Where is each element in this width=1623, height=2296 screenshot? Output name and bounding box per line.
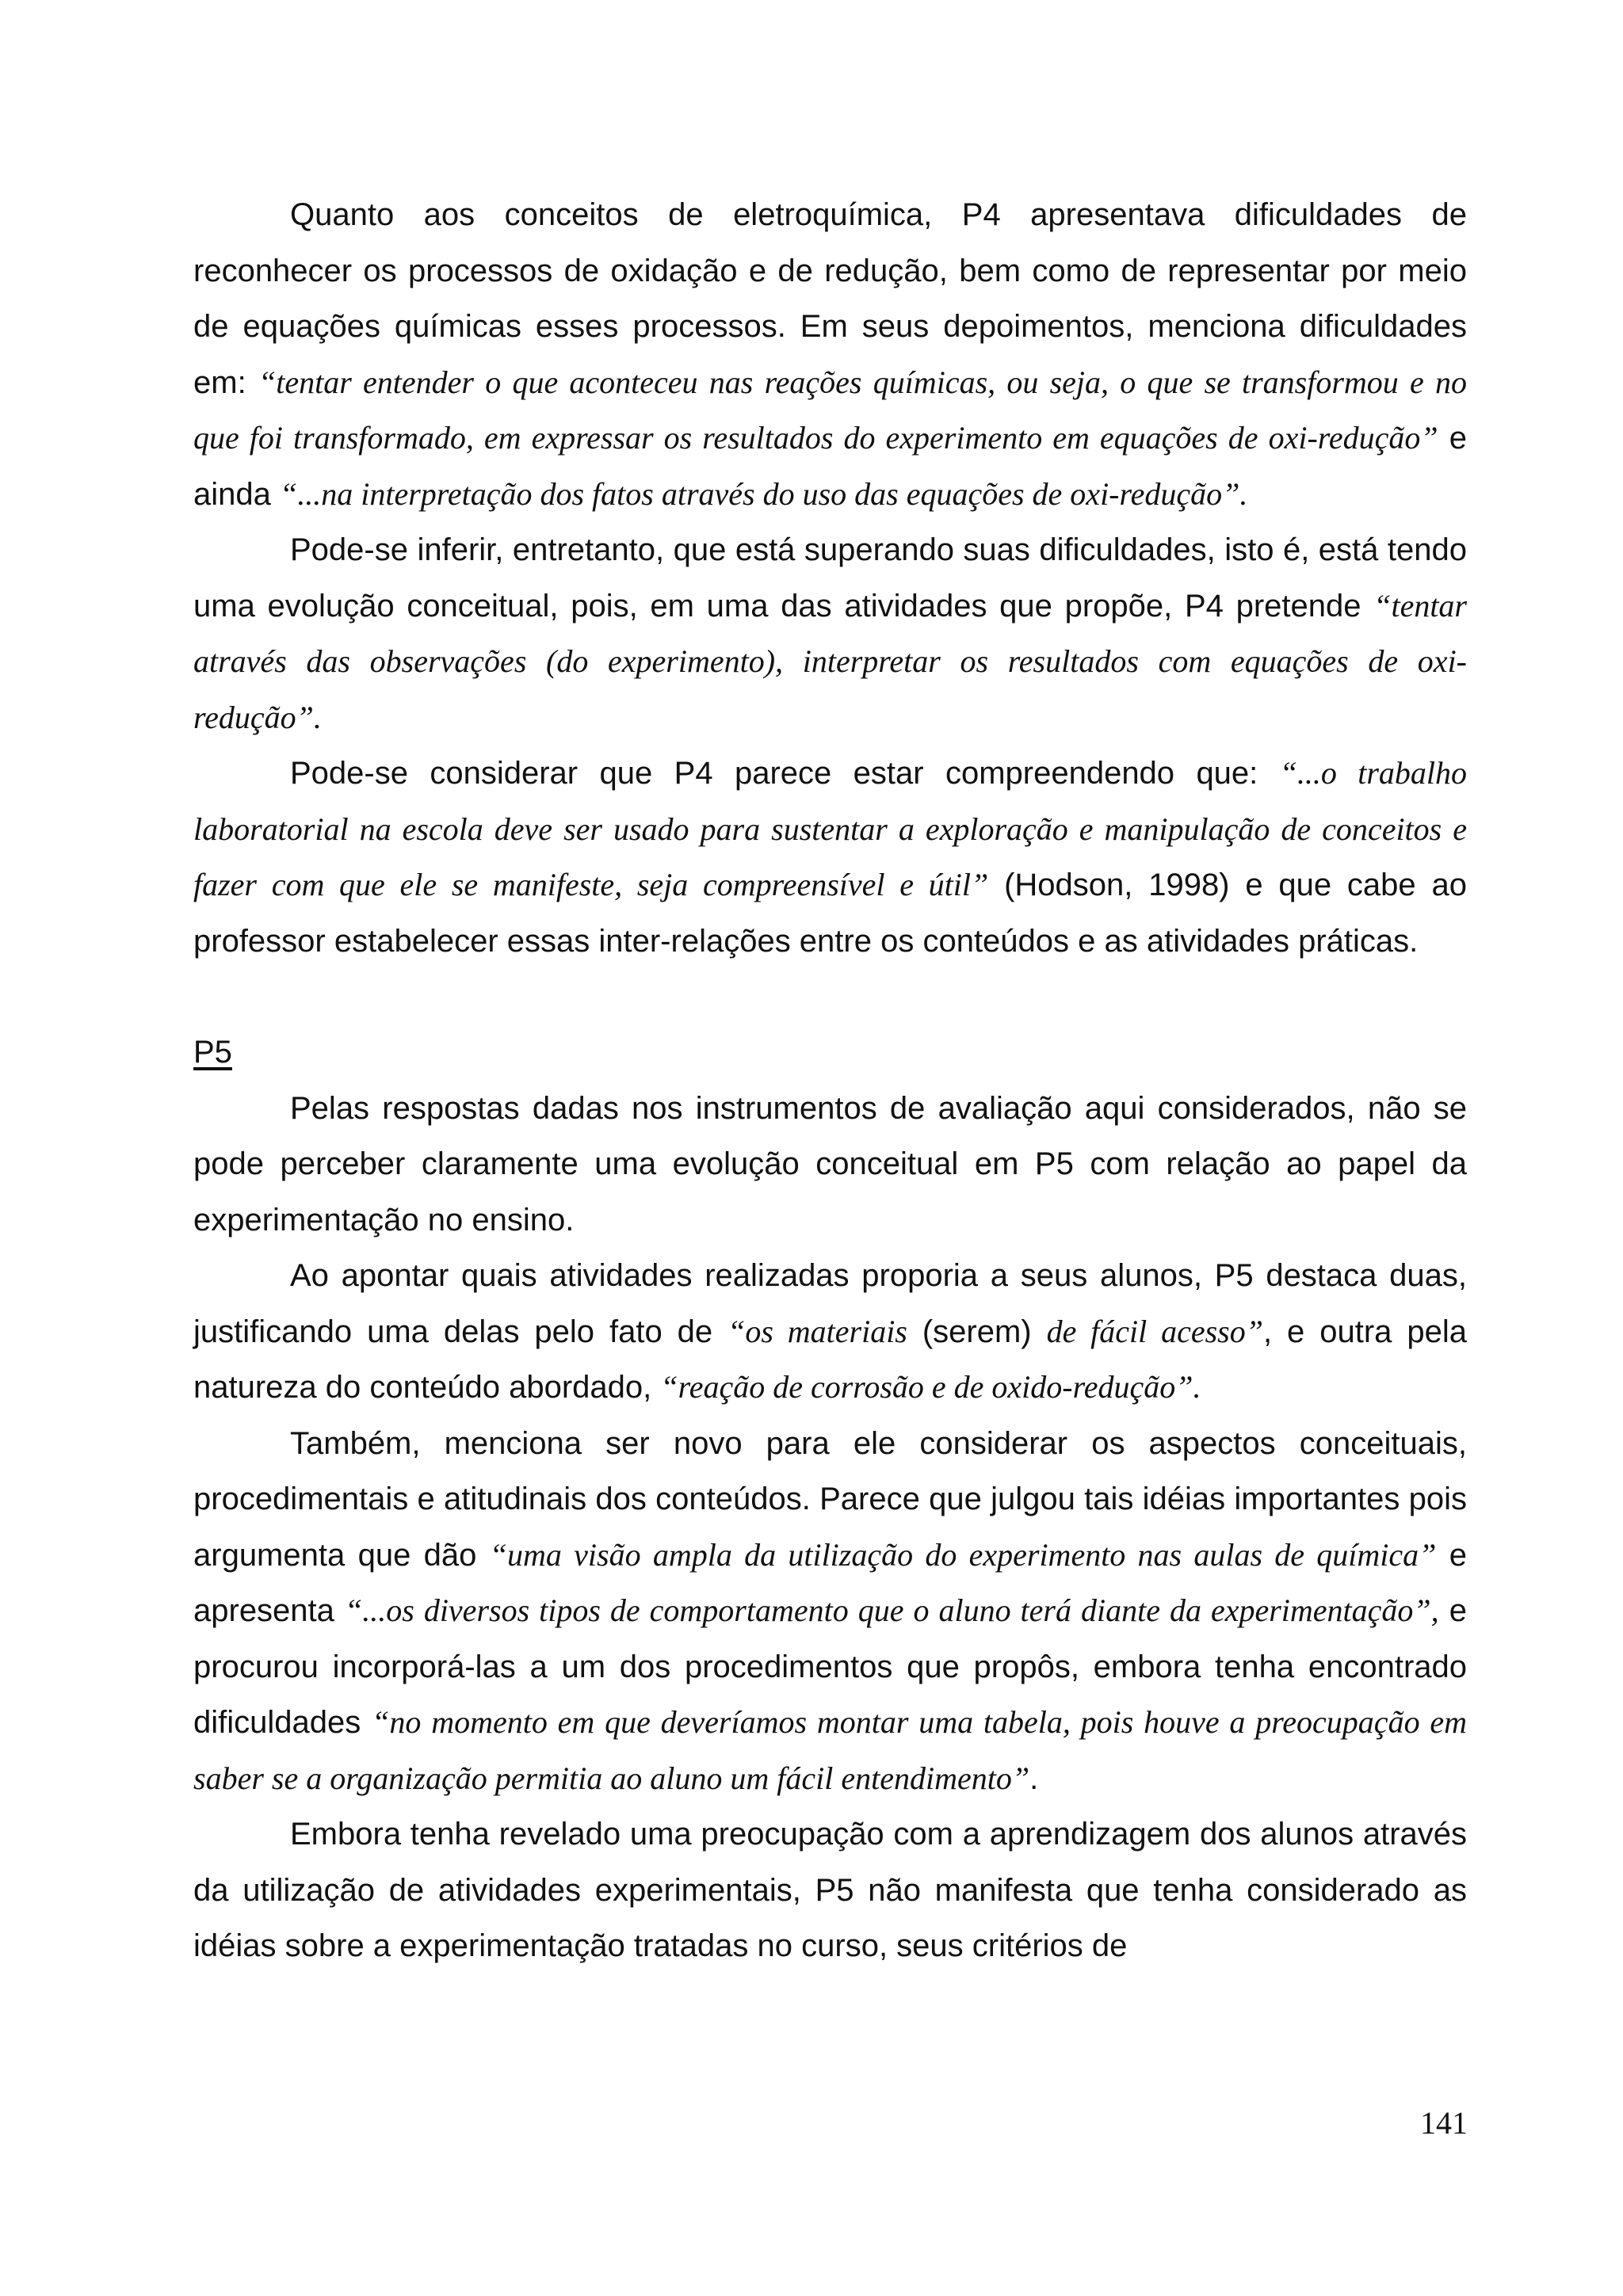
text-run: Ao apontar quais atividades realizadas proporia a seus alunos, P5 destaca duas, justificando uma delas pelo fato de: [193, 1258, 1467, 1349]
page-body: [193, 187, 1467, 1974]
text-run: e ainda: [193, 421, 1468, 512]
paragraph-p4-hodson: [193, 746, 1467, 969]
quote: “os materiais: [727, 1313, 907, 1349]
text-run: Também, menciona ser novo para ele considerar os aspectos conceituais, procedimentais e atitudinais dos conteúdos. Parece que julgou tais idéias importantes pois argumenta que dão: [193, 1425, 1467, 1573]
text-run: e procurou incorporá-las a um dos procedimentos que propôs, embora tenha encontrado dificuldades: [193, 1593, 1467, 1740]
text-run: .: [1029, 1760, 1039, 1796]
text-run: Pelas respostas dadas nos instrumentos de avaliação aqui considerados, não se pode perceber claramente uma evolução conceitual em P5 com relação ao papel da experimentação no ensino.: [193, 1090, 1467, 1238]
text-run: , e outra pela natureza do conteúdo abordado,: [193, 1314, 1467, 1405]
page-number: 141: [1420, 2105, 1468, 2141]
paragraph-p5-concern: [193, 1806, 1467, 1974]
paragraph-p4-evolution: [193, 522, 1467, 746]
text-run: Embora tenha revelado uma preocupação com a aprendizagem dos alunos através da utilização de atividades experimentais, P5 não manifesta que tenha considerado as idéias sobre a experimentação tratadas no curso, seus critérios de: [193, 1817, 1467, 1963]
text-run: Quanto aos conceitos de eletroquímica, P4 apresentava dificuldades de reconhecer os processos de oxidação e de redução, bem como de representar por meio de equações químicas esses processos. Em seus depoimentos, menciona dificuldades em:: [193, 197, 1467, 400]
text-run: (serem): [907, 1314, 1047, 1349]
paragraph-p5-activities: [193, 1248, 1467, 1416]
quote: de fácil acesso”: [1046, 1313, 1263, 1349]
quote: “uma visão ampla da utilização do experimento nas aulas de química”: [489, 1536, 1437, 1573]
text-run: e apresenta: [193, 1537, 1468, 1628]
text-run: Pode-se considerar que P4 parece estar compreendendo que:: [290, 756, 1280, 791]
quote: “...os diversos tipos de comportamento que o aluno terá diante da experimentação”,: [345, 1592, 1439, 1628]
paragraph-p4-electrochemistry: [193, 187, 1467, 522]
quote: “no momento em que deveríamos montar uma tabela, pois houve a preocupação em saber se a organização permitia ao aluno um fácil entendimento”: [193, 1704, 1468, 1796]
quote: “reação de corrosão e de oxido-redução”.: [660, 1369, 1201, 1405]
text-run: Pode-se inferir, entretanto, que está superando suas dificuldades, isto é, está tendo uma evolução conceitual, pois, em uma das atividades que propõe, P4 pretende: [193, 532, 1467, 624]
section-heading-p5: P5: [193, 1035, 232, 1070]
text-run: (Hodson, 1998) e que cabe ao professor estabelecer essas inter-relações entre os conteúdos e as atividades práticas.: [193, 868, 1467, 959]
section-gap: [193, 969, 1467, 1024]
paragraph-p5-responses: [193, 1081, 1467, 1249]
quote: “tentar entender o que aconteceu nas reações químicas, ou seja, o que se transformou e no que foi transformado, em expressar os resultados do experimento em equações de oxi-redução”: [193, 364, 1468, 456]
quote: “...na interpretação dos fatos através do uso das equações de oxi-redução”.: [279, 475, 1248, 512]
quote: “tentar através das observações (do experimento), interpretar os resultados com equações de oxi-redução”.: [193, 587, 1467, 735]
paragraph-p5-aspects: [193, 1416, 1467, 1807]
quote: “...o trabalho laboratorial na escola deve ser usado para sustentar a exploração e manipulação de conceitos e fazer com que ele se manifeste, seja compreensível e útil”: [193, 755, 1467, 902]
